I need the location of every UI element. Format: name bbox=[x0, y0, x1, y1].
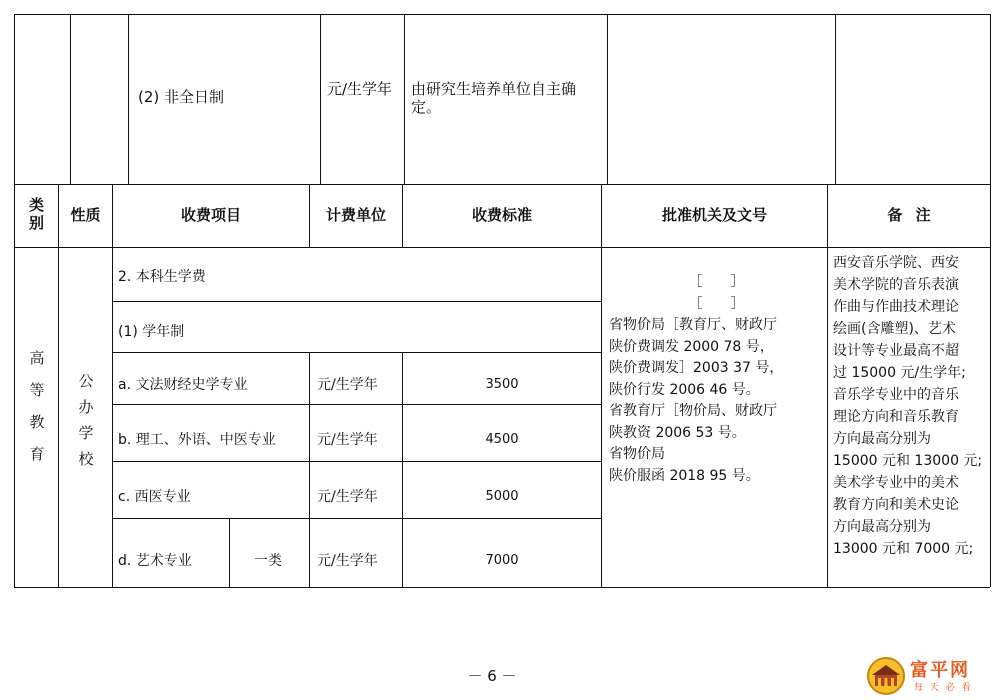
top-row-unit: 元/生学年 bbox=[327, 80, 393, 98]
col-line bbox=[835, 14, 836, 184]
table-right-border-top bbox=[990, 14, 991, 184]
col-line bbox=[827, 184, 828, 587]
header-remarks: 备 注 bbox=[887, 206, 931, 224]
page-number: － 6 － bbox=[467, 667, 517, 685]
row-line bbox=[112, 404, 601, 405]
remarks-line: 西安音乐学院、西安 bbox=[833, 255, 959, 271]
authority-line: 陕价行发 2006 46 号。 bbox=[609, 381, 760, 398]
col-line bbox=[309, 352, 310, 587]
authority-bracket: ［ ］ bbox=[688, 274, 745, 290]
header-category bbox=[15, 196, 58, 232]
row-a-value: 3500 bbox=[485, 377, 519, 392]
header-unit: 计费单位 bbox=[325, 206, 386, 224]
col-line bbox=[128, 14, 129, 184]
header-category-text: 类别 bbox=[28, 196, 44, 232]
row-d-item: d. 艺术专业 bbox=[118, 553, 192, 569]
row-c-value: 5000 bbox=[485, 489, 519, 504]
remarks-line: 绘画(含雕塑)、艺术 bbox=[833, 321, 956, 337]
col-line bbox=[112, 184, 113, 587]
row-d-unit: 元/生学年 bbox=[317, 553, 378, 569]
col-line bbox=[601, 184, 602, 587]
row-c-item: c. 西医专业 bbox=[118, 489, 191, 505]
row-d-sub: 一类 bbox=[254, 553, 282, 569]
col-line bbox=[404, 14, 405, 184]
row-b-unit: 元/生学年 bbox=[317, 432, 378, 448]
remarks-line: 美术学专业中的美术 bbox=[833, 475, 959, 491]
remarks-line: 方向最高分别为 bbox=[833, 519, 931, 535]
authority-line: 陕价费调发 2000 78 号， bbox=[609, 338, 774, 355]
header-item: 收费项目 bbox=[180, 206, 241, 224]
remarks-line: 音乐学专业中的音乐 bbox=[833, 387, 959, 403]
remarks-line: 13000 元和 7000 元; bbox=[833, 541, 974, 557]
watermark-subtext: 每 天 必 看 bbox=[914, 683, 973, 693]
authority-line: 陕价服函 2018 95 号。 bbox=[609, 467, 760, 484]
row-b-value: 4500 bbox=[485, 432, 519, 447]
remarks-text bbox=[833, 252, 991, 588]
row-line bbox=[112, 352, 601, 353]
remarks-line: 美术学院的音乐表演 bbox=[833, 277, 959, 293]
authority-line: 陕价费调发］2003 37 号， bbox=[609, 360, 784, 376]
table-left-border-top bbox=[14, 14, 15, 184]
watermark-text: 富平网 bbox=[910, 660, 970, 681]
authority-line: 省物价局 bbox=[609, 446, 665, 462]
row-a-unit: 元/生学年 bbox=[317, 377, 378, 393]
header-bottom-border bbox=[14, 247, 990, 248]
remarks-line: 15000 元和 13000 元; bbox=[833, 453, 983, 469]
remarks-line: 教育方向和美术史论 bbox=[833, 497, 959, 513]
col-line bbox=[58, 184, 59, 587]
row-line bbox=[112, 461, 601, 462]
watermark-logo bbox=[866, 655, 994, 697]
remarks-line: 作曲与作曲技术理论 bbox=[833, 299, 959, 315]
row-b-item: b. 理工、外语、中医专业 bbox=[118, 432, 276, 448]
top-row-standard: 由研究生培养单位自主确定。 bbox=[411, 80, 577, 116]
remarks-line: 过 15000 元/生学年; bbox=[833, 365, 966, 381]
subsection-title: (1) 学年制 bbox=[118, 324, 185, 340]
authority-line: 省教育厅［物价局、财政厅 bbox=[609, 403, 777, 419]
authority-bracket: ［ ］ bbox=[688, 295, 745, 312]
top-row-item: (2) 非全日制 bbox=[138, 88, 225, 106]
remarks-line: 方向最高分别为 bbox=[833, 431, 931, 447]
col-line bbox=[320, 14, 321, 184]
table-top-border bbox=[14, 14, 990, 15]
building-icon bbox=[866, 656, 906, 696]
section-title: 2. 本科生学费 bbox=[118, 269, 206, 285]
table-left-border bbox=[14, 184, 15, 587]
header-standard: 收费标准 bbox=[471, 206, 532, 224]
remarks-line: 理论方向和音乐教育 bbox=[833, 409, 959, 425]
header-nature: 性质 bbox=[70, 206, 101, 224]
remarks-line: 设计等专业最高不超 bbox=[833, 343, 959, 359]
authority-line: 陕教资 2006 53 号。 bbox=[609, 424, 746, 441]
row-d-value: 7000 bbox=[485, 553, 519, 568]
col-line bbox=[70, 14, 71, 184]
authority-line: 省物价局［教育厅、财政厅 bbox=[609, 317, 777, 333]
row-c-unit: 元/生学年 bbox=[317, 489, 378, 505]
header-top-border bbox=[14, 184, 990, 185]
authority-text bbox=[609, 272, 824, 487]
row-line bbox=[112, 518, 601, 519]
row-line bbox=[112, 301, 601, 302]
col-line bbox=[229, 518, 230, 587]
body-nature: 公办学校 bbox=[78, 372, 94, 468]
row-a-item: a. 文法财经史学专业 bbox=[118, 377, 248, 393]
col-line bbox=[607, 14, 608, 184]
header-authority: 批准机关及文号 bbox=[661, 206, 767, 224]
body-category: 高等教育 bbox=[29, 349, 45, 463]
